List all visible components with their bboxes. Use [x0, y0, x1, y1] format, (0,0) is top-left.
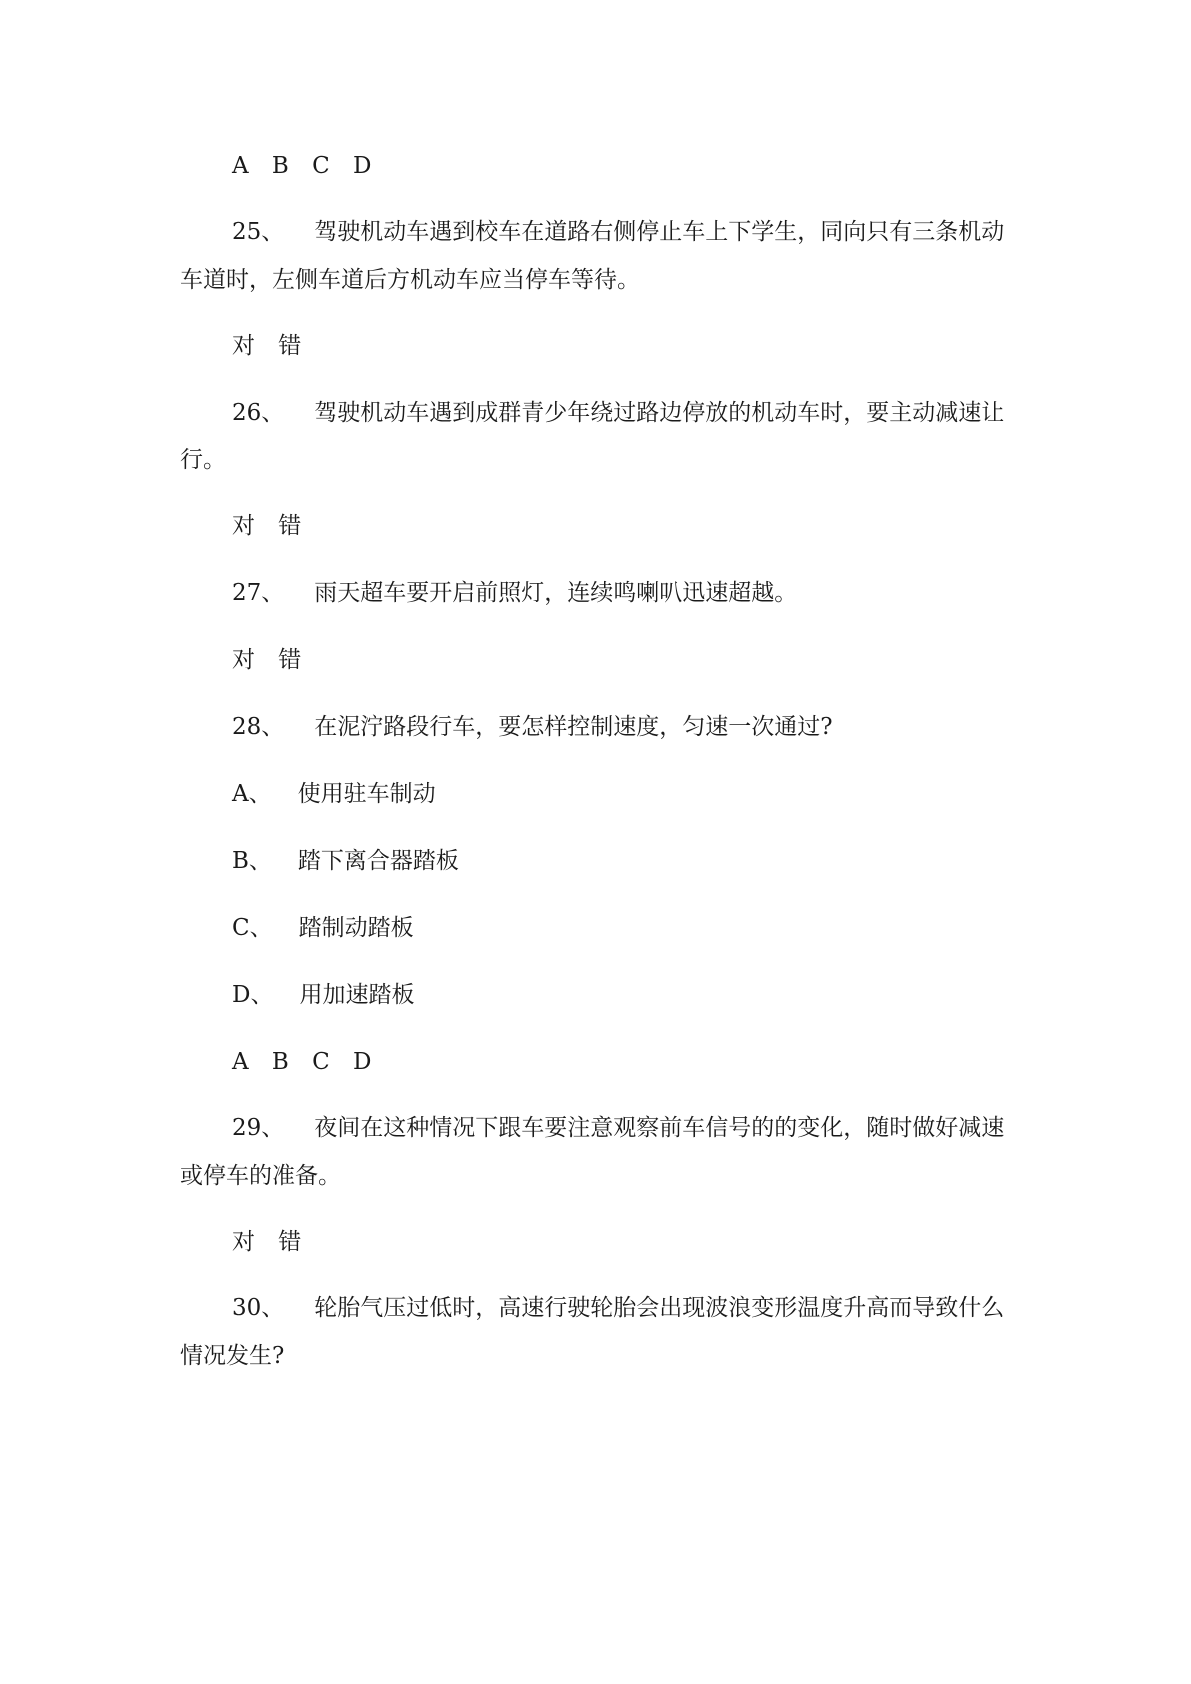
question-28-line-1 — [232, 712, 833, 742]
question-26-line-1 — [232, 398, 1004, 428]
option-text: 踏制动踏板 — [298, 915, 414, 941]
choices-row: A B C D — [232, 1049, 380, 1075]
option-label: A、 — [232, 781, 272, 807]
question-number: 30、 — [232, 1295, 285, 1321]
question-text: 驾驶机动车遇到成群青少年绕过路边停放的机动车时，要主动减速让 — [314, 400, 1005, 426]
option-b — [232, 846, 459, 876]
question-number: 26、 — [232, 400, 285, 426]
question-number: 27、 — [232, 580, 285, 606]
option-label: B、 — [232, 848, 272, 874]
question-text: 在泥泞路段行车，要怎样控制速度，匀速一次通过? — [314, 714, 833, 740]
question-25-line-1 — [232, 217, 1004, 247]
option-c — [232, 913, 414, 943]
option-a — [232, 779, 436, 809]
option-label: C、 — [232, 915, 273, 941]
question-26-line-2: 行。 — [180, 447, 226, 473]
option-text: 踏下离合器踏板 — [297, 848, 459, 874]
option-d — [232, 980, 414, 1010]
question-27-line-1 — [232, 578, 797, 608]
true-false-options: 对 错 — [232, 513, 310, 539]
question-number: 29、 — [232, 1115, 285, 1141]
true-false-options: 对 错 — [232, 1229, 310, 1255]
question-30-line-1 — [232, 1293, 1004, 1323]
question-30-line-2: 情况发生? — [180, 1343, 285, 1369]
choices-row: A B C D — [232, 153, 380, 179]
question-29-line-2: 或停车的准备。 — [180, 1163, 341, 1189]
question-number: 25、 — [232, 219, 285, 245]
question-29-line-1 — [232, 1113, 1004, 1143]
option-text: 用加速踏板 — [299, 982, 415, 1008]
true-false-options: 对 错 — [232, 647, 310, 673]
question-text: 驾驶机动车遇到校车在道路右侧停止车上下学生，同向只有三条机动 — [314, 219, 1005, 245]
option-text: 使用驻车制动 — [297, 781, 436, 807]
option-label: D、 — [232, 982, 274, 1008]
question-text: 轮胎气压过低时，高速行驶轮胎会出现波浪变形温度升高而导致什么 — [314, 1295, 1005, 1321]
question-text: 夜间在这种情况下跟车要注意观察前车信号的的变化，随时做好减速 — [314, 1115, 1005, 1141]
question-text: 雨天超车要开启前照灯，连续鸣喇叭迅速超越。 — [314, 580, 798, 606]
question-number: 28、 — [232, 714, 285, 740]
true-false-options: 对 错 — [232, 333, 310, 359]
question-25-line-2: 车道时，左侧车道后方机动车应当停车等待。 — [180, 267, 640, 293]
